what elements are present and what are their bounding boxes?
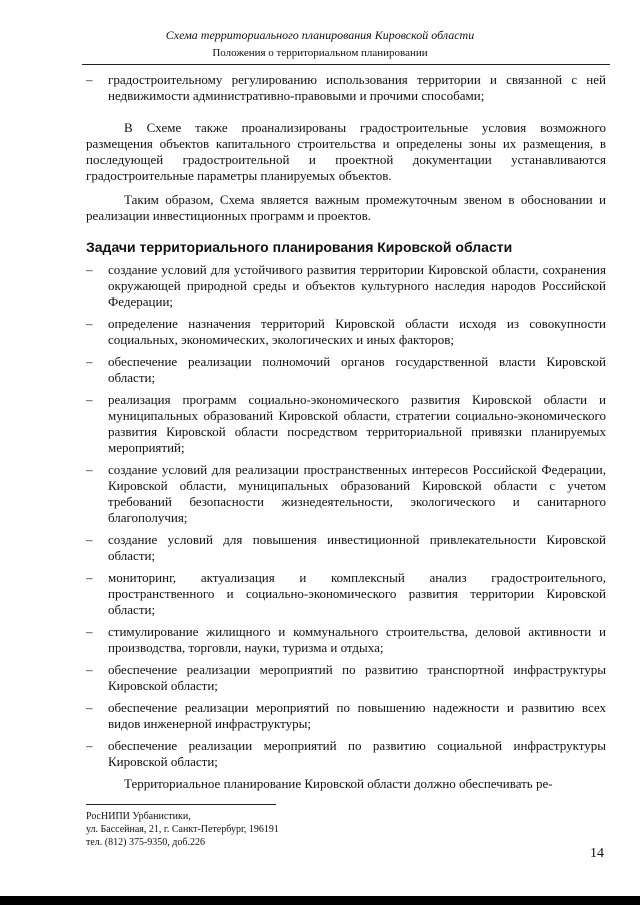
page-number: 14	[590, 846, 604, 861]
header-rule	[82, 64, 610, 65]
list-item-text: определение назначения территорий Кировской области исходя из совокупности социальных, экономических, экологических и иных факторов;	[108, 316, 606, 347]
closing-paragraph: Территориальное планирование Кировской области должно обеспечивать ре-	[124, 776, 553, 791]
bullet-dash: –	[86, 700, 93, 715]
list-item-text: стимулирование жилищного и коммунального строительства, деловой активности и производства, торговли, науки, туризма и отдыха;	[108, 624, 606, 655]
footer-rule	[86, 804, 276, 805]
list-item-text: обеспечение реализации мероприятий по развитию социальной инфраструктуры Кировской области;	[108, 738, 606, 769]
bullet-dash: –	[86, 354, 93, 369]
bullet-dash: –	[86, 392, 93, 407]
list-item	[86, 72, 606, 104]
bullet-dash: –	[86, 532, 93, 547]
scan-bottom-bar	[0, 896, 640, 905]
list-item-text: мониторинг, актуализация и комплексный анализ градостроительного, пространственного и социально-экономического развития территории Кировской области;	[108, 570, 606, 617]
intro-list	[86, 72, 606, 104]
page-header	[0, 28, 640, 61]
list-item-text: реализация программ социально-экономического развития Кировской области и муниципальных образований Кировской области, стратегии социально-экономического развития Кировской области посредством территориальной привязки планируемых мероприятий;	[108, 392, 606, 455]
list-item	[86, 462, 606, 526]
bullet-dash: –	[86, 738, 93, 753]
bullet-dash: –	[86, 570, 93, 585]
bullet-dash: –	[86, 262, 93, 277]
bullet-dash: –	[86, 316, 93, 331]
list-item	[86, 392, 606, 456]
list-item-text: обеспечение реализации полномочий органов государственной власти Кировской области;	[108, 354, 606, 385]
list-item	[86, 316, 606, 348]
list-item-text: создание условий для повышения инвестиционной привлекательности Кировской области;	[108, 532, 606, 563]
list-item-text: создание условий для устойчивого развития территории Кировской области, сохранения окружающей природной среды и объектов культурного наследия народов Российской Федерации;	[108, 262, 606, 309]
paragraph: В Схеме также проанализированы градостроительные условия возможного размещения объектов капитального строительства и определены зоны их размещения, в последующей градостроительной и проектной документации устанавливаются градостроительные параметры планируемых объектов.	[86, 120, 606, 183]
list-item	[86, 354, 606, 386]
list-item	[86, 624, 606, 656]
footer-address: ул. Бассейная, 21, г. Санкт-Петербург, 196191	[86, 824, 279, 835]
bullet-dash: –	[86, 462, 93, 477]
page-body	[86, 72, 606, 800]
list-item	[86, 700, 606, 732]
section-heading: Задачи территориального планирования Кировской области	[86, 239, 513, 255]
list-item-text: обеспечение реализации мероприятий по развитию транспортной инфраструктуры Кировской области;	[108, 662, 606, 693]
list-item	[86, 262, 606, 310]
paragraph: Таким образом, Схема является важным промежуточным звеном в обосновании и реализации инвестиционных программ и проектов.	[86, 192, 606, 223]
list-item	[86, 662, 606, 694]
list-item-text: создание условий для реализации пространственных интересов Российской Федерации, Кировской области, муниципальных образований Кировской области с учетом требований безопасности жизнедеятельности, экологического и санитарного благополучия;	[108, 462, 606, 525]
footer-org: РосНИПИ Урбанистики,	[86, 811, 191, 822]
list-item-text: градостроительному регулированию использования территории и связанной с ней недвижимости административно-правовыми и прочими способами;	[108, 72, 606, 103]
document-title: Схема территориального планирования Кировской области	[165, 28, 475, 42]
bullet-dash: –	[86, 662, 93, 677]
list-item	[86, 738, 606, 770]
document-subtitle: Положения о территориальном планировании	[212, 47, 428, 59]
page-footer	[86, 810, 279, 849]
bullet-dash: –	[86, 624, 93, 639]
tasks-list	[86, 262, 606, 770]
list-item-text: обеспечение реализации мероприятий по повышению надежности и развитию всех видов инженерной инфраструктуры;	[108, 700, 606, 731]
list-item	[86, 570, 606, 618]
list-item	[86, 532, 606, 564]
bullet-dash: –	[86, 72, 93, 87]
footer-phone: тел. (812) 375-9350, доб.226	[86, 837, 205, 848]
